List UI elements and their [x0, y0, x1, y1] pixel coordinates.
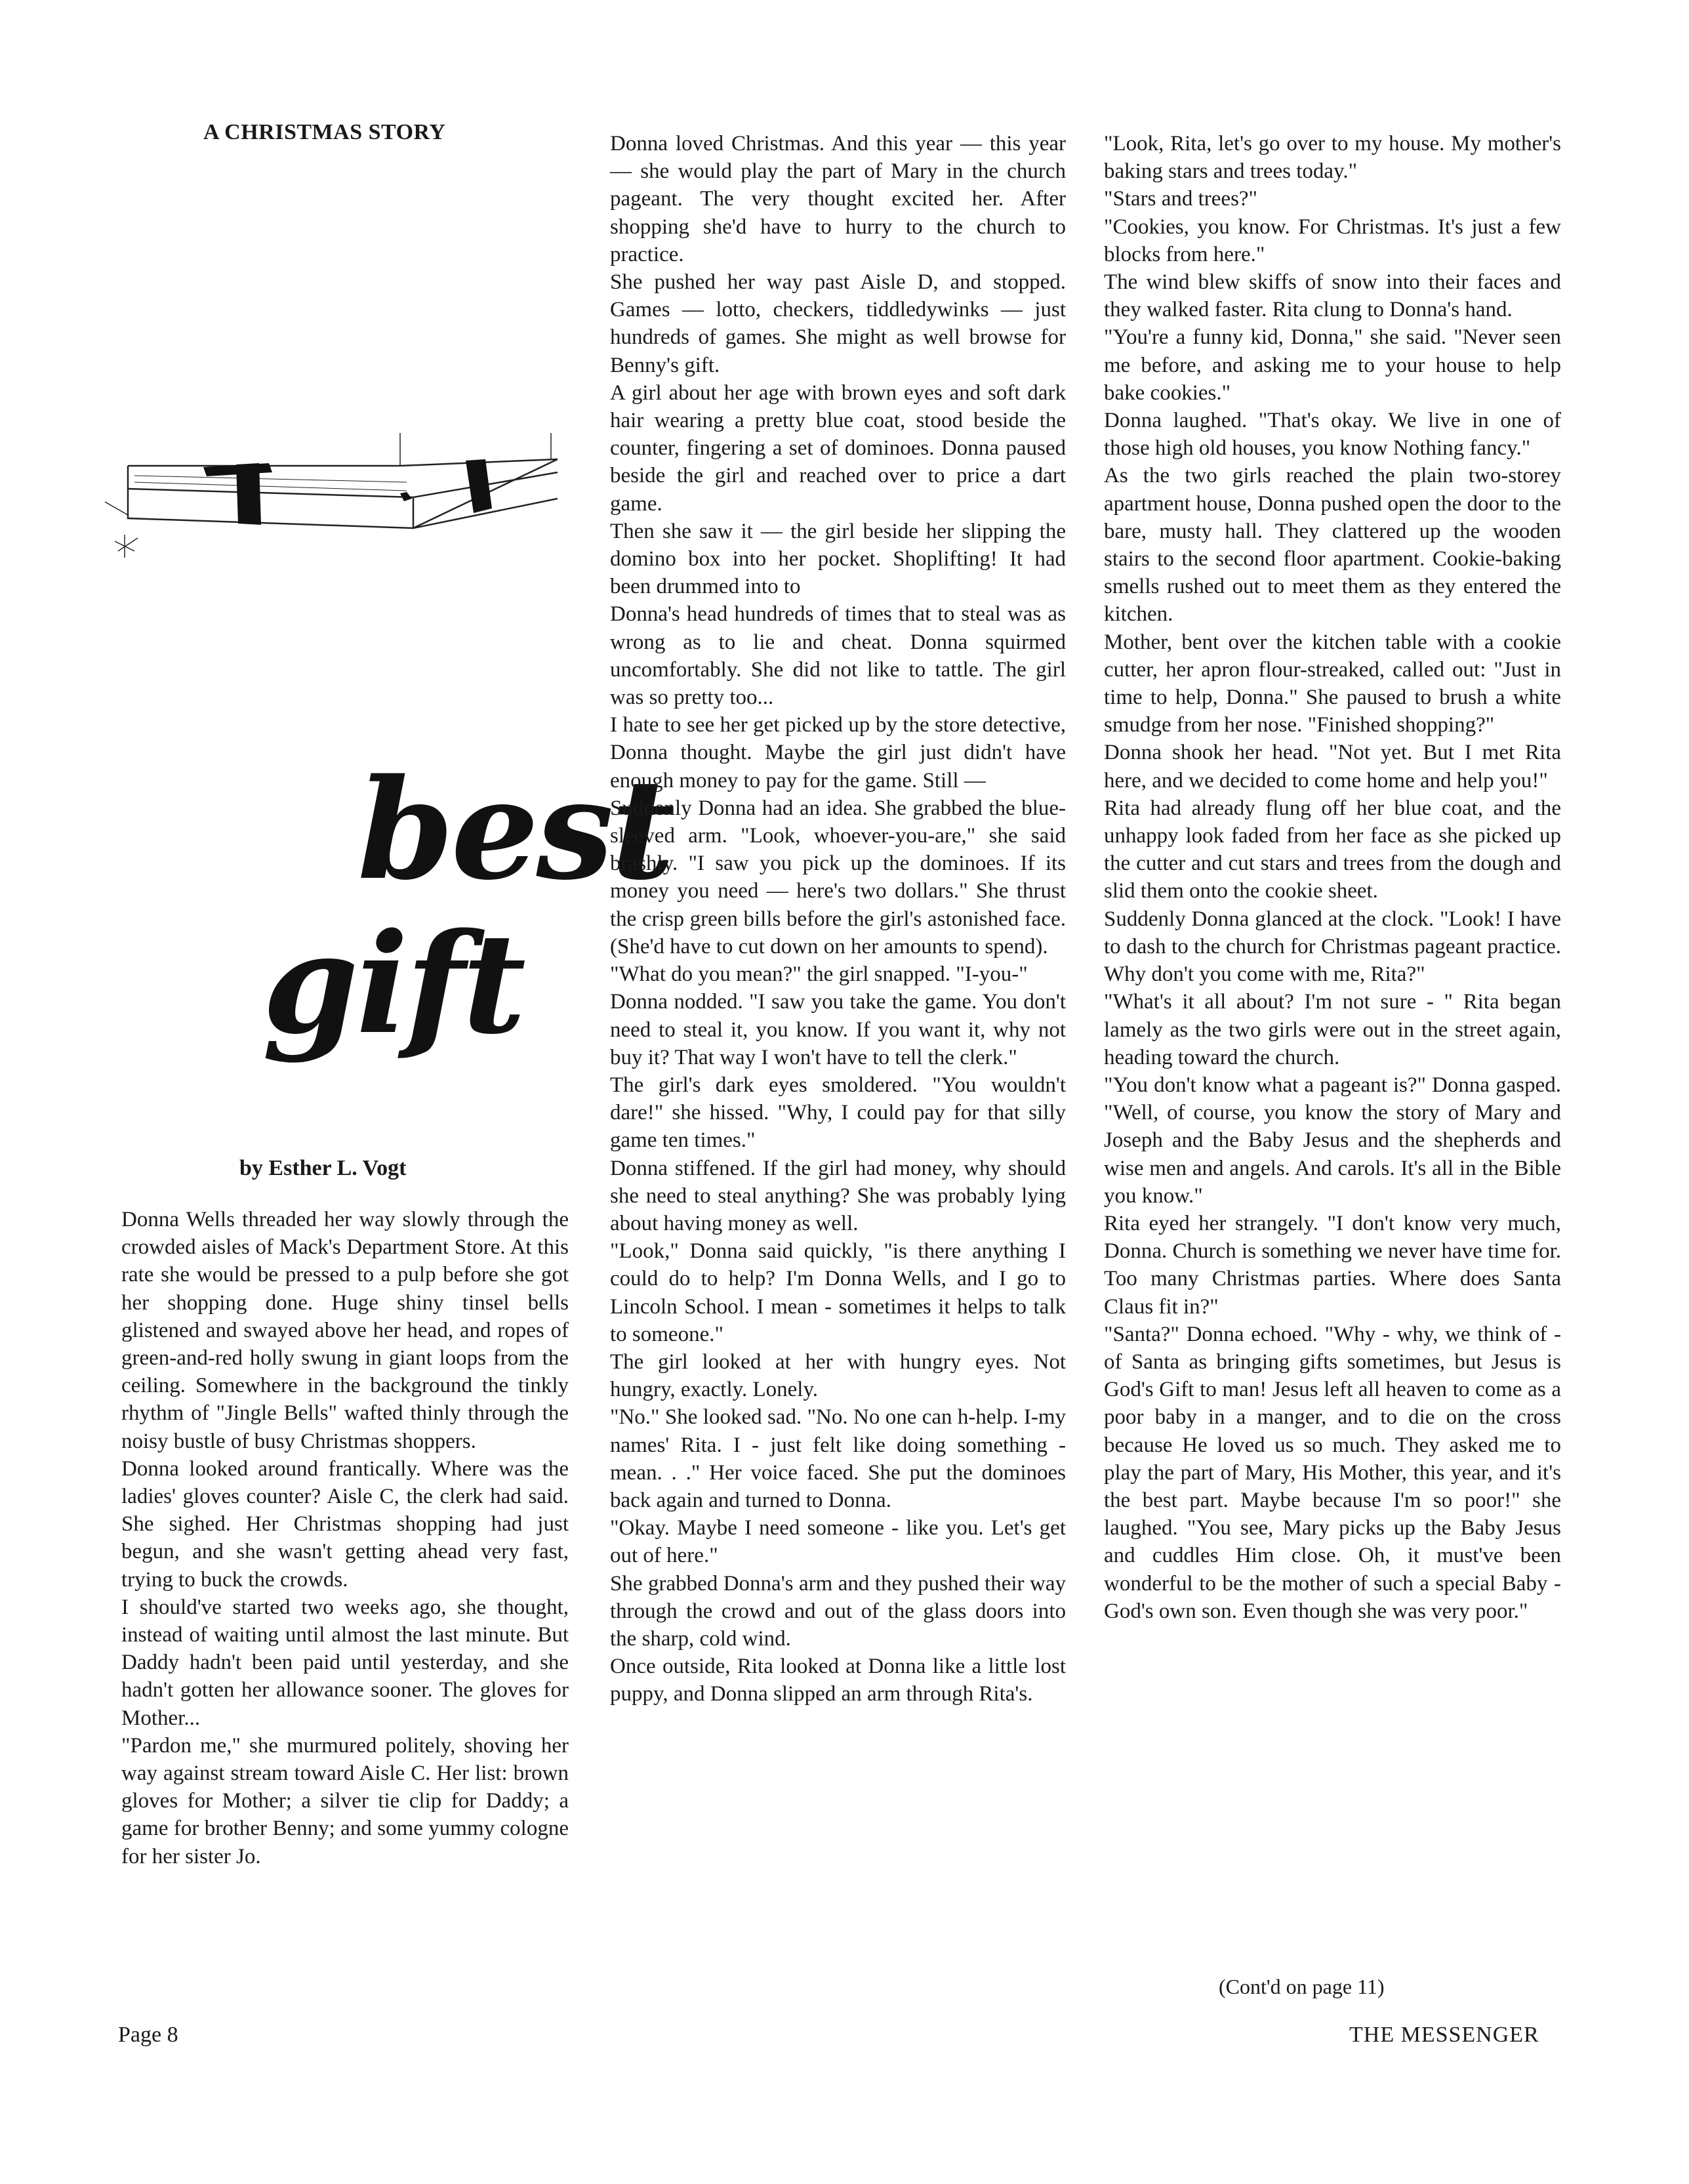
article-column-3: "Look, Rita, let's go over to my house. My mother's baking stars and trees today." "Stars and trees?" "Cookies, you know. For Christmas. It's just a few blocks from here." The wind blew skiffs of snow into their faces and they walked faster. Rita clung to Donna's hand. "You're a funny kid, Donna," she said. "Never seen me before, and asking me to your house to help bake cookies." Donna laughed. "That's okay. We live in one of those high old houses, you know Nothing fancy." As the two girls reached the plain two-storey apartment house, Donna pushed open the door to the bare, musty hall. They clattered up the wooden stairs to the second floor apartment. Cookie-baking smells rushed out to meet them as they entered the kitchen. Mother, bent over the kitchen table with a cookie cutter, her apron flour-streaked, called out: "Just in time to help, Donna." She paused to brush a white smudge from her nose. "Finished shopping?" Donna shook her head. "Not yet. But I met Rita here, and we decided to come home and help you!" Rita had already flung off her blue coat, and the unhappy look faded from her face as she picked up the cutter and cut stars and trees from the dough and slid them onto the cookie sheet. Suddenly Donna glanced at the clock. "Look! I have to dash to the church for Christmas pageant practice. Why don't you come with me, Rita?" "What's it all about? I'm not sure - " Rita began lamely as the two girls were out in the street again, heading toward the church. "You don't know what a pageant is?" Donna gasped. "Well, of course, you know the story of Mary and Joseph and the Baby Jesus and the shepherds and wise men and angels. And carols. It's all in the Bible you know." Rita eyed her strangely. "I don't know very much, Donna. Church is something we never have time for. Too many Christmas parties. Where does Santa Claus fit in?" "Santa?" Donna echoed. "Why - why, we think of - of Santa as bringing gifts sometimes, but Jesus is God's Gift to man! Jesus left all heaven to come as a poor baby in a manger, and to die on the cross because He loved us so much. They asked me to play the part of Mary, His Mother, this year, and it's the best part. Maybe because I'm so poor!" she laughed. "You see, Mary picks up the Baby Jesus and cuddles Him close. Oh, it must've been wonderful to be the mother of such a special Baby - God's own son. Even though she was very poor." [1104, 132, 1561, 1623]
continued-note: (Cont'd on page 11) [1219, 1975, 1385, 1998]
title-line-1: best [357, 749, 672, 911]
gift-box-illustration [98, 420, 571, 571]
page-number: Page 8 [118, 2023, 178, 2047]
article-column-1: Donna Wells threaded her way slowly through the crowded aisles of Mack's Department Store. At this rate she would be pressed to a pulp before she got her shopping done. Huge shiny tinsel bells glistened and swayed above her head, and ropes of green-and-red holly swung in giant loops from the ceiling. Somewhere in the background the tinkly rhythm of "Jingle Bells" wafted thinly through the noisy bustle of busy Christmas shoppers. Donna looked around frantically. Where was the ladies' gloves counter? Aisle C, the clerk had said. She sighed. Her Christmas shopping had just begun, and she wasn't getting ahead very fast, trying to buck the crowds. I should've started two weeks ago, she thought, instead of waiting until almost the last minute. But Daddy hadn't been paid until yesterday, and she hadn't gotten her allowance sooner. The gloves for Mother... "Pardon me," she murmured politely, shoving her way against stream toward Aisle C. Her list: brown gloves for Mother; a silver tie clip for Daddy; a game for brother Benny; and some yummy cologne for her sister Jo. [121, 1208, 569, 1868]
author-byline: by Esther L. Vogt [239, 1156, 407, 1180]
article-column-2: Donna loved Christmas. And this year — this year — she would play the part of Mary in the church pageant. The very thought excited her. After shopping she'd have to hurry to the church to practice. She pushed her way past Aisle D, and stopped. Games — lotto, checkers, tiddledywinks — just hundreds of games. She might as well browse for Benny's gift. A girl about her age with brown eyes and soft dark hair wearing a pretty blue coat, stood beside the counter, fingering a set of dominoes. Donna paused beside the girl and reached over to price a dart game. Then she saw it — the girl beside her slipping the domino box into her pocket. Shoplifting! It had been drummed into to Donna's head hundreds of times that to steal was as wrong as to lie and cheat. Donna squirmed uncomfortably. She did not like to tattle. The girl was so pretty too... I hate to see her get picked up by the store detective, Donna thought. Maybe the girl just didn't have enough money to pay for the game. Still — Suddenly Donna had an idea. She grabbed the blue-sleeved arm. "Look, whoever-you-are," she said brashly. "I saw you pick up the dominoes. If its money you need — here's two dollars." She thrust the crisp green bills before the girl's astonished face. (She'd have to cut down on her amounts to spend). "What do you mean?" the girl snapped. "I-you-" Donna nodded. "I saw you take the game. You don't need to steal it, you know. If you want it, why not buy it? That way I won't have to tell the clerk." The girl's dark eyes smoldered. "You wouldn't dare!" she hissed. "Why, I could pay for that silly game ten times." Donna stiffened. If the girl had money, why should she need to steal anything? She was probably lying about having money as well. "Look," Donna said quickly, "is there anything I could do to help? I'm Donna Wells, and I go to Lincoln School. I mean - sometimes it helps to talk to someone." The girl looked at her with hungry eyes. Not hungry, exactly. Lonely. "No." She looked sad. "No. No one can h-help. I-my names' Rita. I - just felt like doing something - mean. . ." Her voice faced. She put the dominoes back again and turned to Donna. "Okay. Maybe I need someone - like you. Let's get out of here." She grabbed Donna's arm and they pushed their way through the crowd and out of the glass doors into the sharp, cold wind. Once outside, Rita looked at Donna like a little lost puppy, and Donna slipped an arm through Rita's. [610, 132, 1066, 1706]
story-kicker: A CHRISTMAS STORY [203, 120, 446, 144]
publication-name: THE MESSENGER [1349, 2023, 1539, 2047]
title-line-2: gift [262, 903, 523, 1065]
